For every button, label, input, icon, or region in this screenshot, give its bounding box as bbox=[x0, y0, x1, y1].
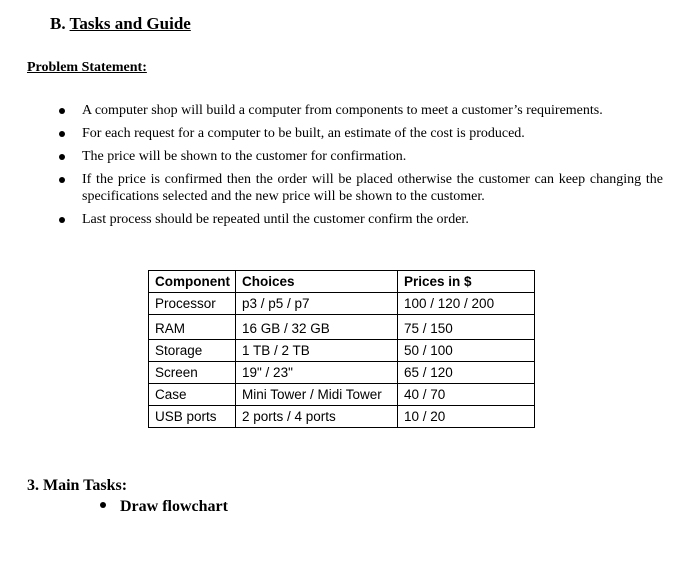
table-row bbox=[149, 293, 535, 315]
cell-choices: p3 / p5 / p7 bbox=[236, 293, 398, 315]
table-row bbox=[149, 384, 535, 406]
bullet-text: Last process should be repeated until the customer confirm the order. bbox=[82, 212, 469, 227]
bullet-dot-icon bbox=[59, 154, 65, 160]
table-row bbox=[149, 406, 535, 428]
cell-choices: 2 ports / 4 ports bbox=[236, 406, 398, 428]
bullet-dot-icon bbox=[100, 502, 106, 508]
bullet-item bbox=[56, 171, 663, 205]
cell-component: Screen bbox=[149, 362, 236, 384]
table-header-row bbox=[149, 271, 535, 293]
cell-prices: 10 / 20 bbox=[398, 406, 535, 428]
cell-choices: 16 GB / 32 GB bbox=[236, 315, 398, 340]
cell-choices: 19" / 23" bbox=[236, 362, 398, 384]
bullet-dot-icon bbox=[59, 131, 65, 137]
cell-prices: 75 / 150 bbox=[398, 315, 535, 340]
bullet-text: A computer shop will build a computer from components to meet a customer’s requirements. bbox=[82, 103, 603, 118]
bullet-item bbox=[56, 102, 663, 119]
table-row bbox=[149, 362, 535, 384]
cell-component: RAM bbox=[149, 315, 236, 340]
cell-choices: Mini Tower / Midi Tower bbox=[236, 384, 398, 406]
bullet-dot-icon bbox=[59, 108, 65, 114]
cell-prices: 50 / 100 bbox=[398, 340, 535, 362]
cell-prices: 40 / 70 bbox=[398, 384, 535, 406]
bullet-text: The price will be shown to the customer for confirmation. bbox=[82, 149, 407, 164]
cell-component: Processor bbox=[149, 293, 236, 315]
problem-bullet-list bbox=[56, 102, 663, 234]
table-row bbox=[149, 340, 535, 362]
bullet-dot-icon bbox=[59, 177, 65, 183]
task-item-text: Draw flowchart bbox=[120, 498, 228, 515]
section-title bbox=[50, 14, 191, 34]
bullet-dot-icon bbox=[59, 217, 65, 223]
header-component: Component bbox=[149, 271, 236, 293]
bullet-item bbox=[56, 125, 663, 142]
components-table bbox=[148, 270, 535, 428]
header-prices: Prices in $ bbox=[398, 271, 535, 293]
problem-statement-heading: Problem Statement: bbox=[27, 60, 147, 75]
bullet-text: If the price is confirmed then the order will be placed otherwise the customer can keep changing the specifications selected and the new price will be shown to the customer. bbox=[82, 172, 663, 204]
bullet-item bbox=[56, 148, 663, 165]
header-choices: Choices bbox=[236, 271, 398, 293]
table-row bbox=[149, 315, 535, 340]
cell-component: Case bbox=[149, 384, 236, 406]
cell-component: Storage bbox=[149, 340, 236, 362]
task-item bbox=[100, 498, 228, 516]
main-tasks-heading: 3. Main Tasks: bbox=[27, 477, 128, 494]
bullet-item bbox=[56, 211, 663, 228]
section-prefix: B. bbox=[50, 14, 66, 33]
section-title-text: Tasks and Guide bbox=[69, 14, 191, 33]
cell-choices: 1 TB / 2 TB bbox=[236, 340, 398, 362]
cell-prices: 100 / 120 / 200 bbox=[398, 293, 535, 315]
bullet-text: For each request for a computer to be built, an estimate of the cost is produced. bbox=[82, 126, 525, 141]
cell-prices: 65 / 120 bbox=[398, 362, 535, 384]
cell-component: USB ports bbox=[149, 406, 236, 428]
